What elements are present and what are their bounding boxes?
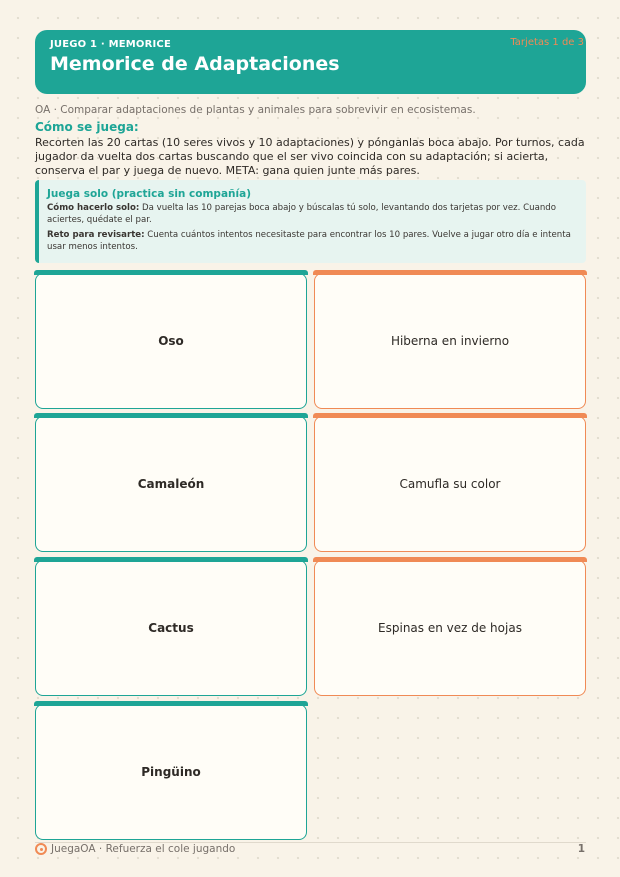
learning-objective: OA · Comparar adaptaciones de plantas y animales para sobrevivir en ecosistemas.	[35, 104, 476, 116]
card-label: Pingüino	[141, 765, 201, 779]
solo-play-box	[35, 180, 586, 263]
page-number: 1	[577, 843, 585, 855]
card-label: Hiberna en invierno	[390, 334, 510, 348]
how-to-play-text: Recorten las 20 cartas (10 seres vivos y 10 adaptaciones) y pónganlas boca abajo. Por turnos, cada jugador da vuelta dos cartas buscando que el ser vivo coincida con su adaptación; si acierta, conserva el par y juega de nuevo. META: gana quien junte más pares.	[35, 136, 585, 177]
footer	[35, 843, 235, 855]
card-adaptacion	[314, 273, 586, 409]
solo-challenge-text: Cuenta cuántos intentos necesitaste para encontrar los 10 pares. Vuelve a jugar otro día e intenta usar menos intentos.	[47, 230, 571, 252]
solo-challenge-label: Reto para revisarte:	[47, 230, 145, 240]
card-label: Espinas en vez de hojas	[378, 621, 522, 635]
solo-play-title: Juega solo (practica sin compañía)	[47, 188, 251, 200]
footer-brand: JuegaOA · Refuerza el cole jugando	[51, 843, 236, 855]
card-ser-vivo	[35, 704, 307, 840]
solo-how-text: Da vuelta las 10 parejas boca abajo y búscalas tú solo, levantando dos tarjetas por vez. Cuando aciertes, quédate el par.	[47, 203, 557, 225]
solo-how-paragraph	[47, 203, 576, 226]
solo-challenge-paragraph	[47, 230, 576, 253]
game-kicker: JUEGO 1 · MEMORICE	[50, 39, 172, 50]
card-label: Oso	[158, 334, 184, 348]
solo-how-label: Cómo hacerlo solo:	[47, 203, 140, 213]
card-label: Cactus	[148, 621, 194, 635]
card-adaptacion	[314, 560, 586, 696]
card-label: Camaleón	[137, 477, 205, 491]
brand-logo-icon	[35, 843, 47, 855]
card-ser-vivo	[35, 273, 307, 409]
cards-pager: Tarjetas 1 de 3	[510, 37, 584, 48]
card-ser-vivo	[35, 560, 307, 696]
game-title: Memorice de Adaptaciones	[50, 53, 340, 75]
card-label: Camufla su color	[399, 477, 501, 491]
card-adaptacion	[314, 416, 586, 552]
how-to-play-title: Cómo se juega:	[35, 120, 139, 134]
game-header	[35, 30, 586, 94]
card-ser-vivo	[35, 416, 307, 552]
